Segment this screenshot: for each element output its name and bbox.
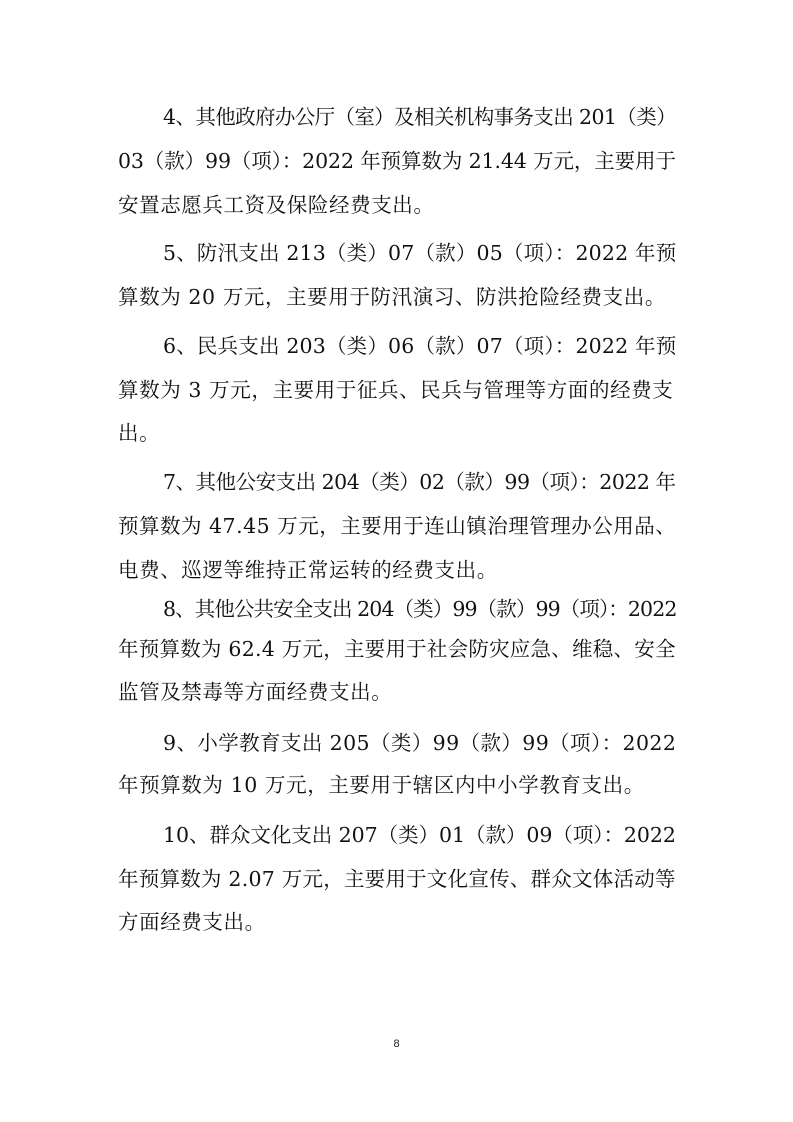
paragraph-line: 算数为 20 万元，主要用于防汛演习、防洪抢险经费支出。 (118, 285, 666, 309)
paragraph-line: 03（款）99（项）：2022 年预算数为 21.44 万元，主要用于 (118, 149, 676, 173)
paragraph-line: 方面经费支出。 (118, 910, 266, 934)
paragraph-line: 算数为 3 万元，主要用于征兵、民兵与管理等方面的经费支 (118, 378, 674, 402)
paragraph-line: 出。 (118, 421, 161, 445)
paragraph-line: 6、民兵支出 203（类）06（款）07（项）：2022 年预 (163, 334, 677, 358)
paragraph-line: 8、其他公共安全支出 204（类）99（款）99（项）：2022 (163, 597, 677, 621)
paragraph-line: 4、其他政府办公厅（室）及相关机构事务支出 201（类） (163, 105, 676, 129)
paragraph-line: 10、群众文化支出 207（类）01（款）09（项）：2022 (163, 823, 676, 847)
paragraph-line: 监管及禁毒等方面经费支出。 (118, 680, 393, 704)
page-number: 8 (393, 1038, 400, 1050)
paragraph-line: 年预算数为 10 万元，主要用于辖区内中小学教育支出。 (118, 773, 645, 797)
paragraph-line: 电费、巡逻等维持正常运转的经费支出。 (118, 558, 498, 582)
paragraph-line: 年预算数为 62.4 万元，主要用于社会防灾应急、维稳、安全 (118, 637, 676, 661)
paragraph-line: 安置志愿兵工资及保险经费支出。 (118, 193, 435, 217)
paragraph-line: 年预算数为 2.07 万元，主要用于文化宣传、群众文体活动等 (118, 867, 676, 891)
paragraph-line: 5、防汛支出 213（类）07（款）05（项）：2022 年预 (163, 241, 677, 265)
paragraph-line: 7、其他公安支出 204（类）02（款）99（项）：2022 年 (163, 470, 676, 494)
paragraph-line: 预算数为 47.45 万元，主要用于连山镇治理管理办公用品、 (118, 514, 677, 538)
paragraph-line: 9、小学教育支出 205（类）99（款）99（项）：2022 (163, 731, 677, 755)
